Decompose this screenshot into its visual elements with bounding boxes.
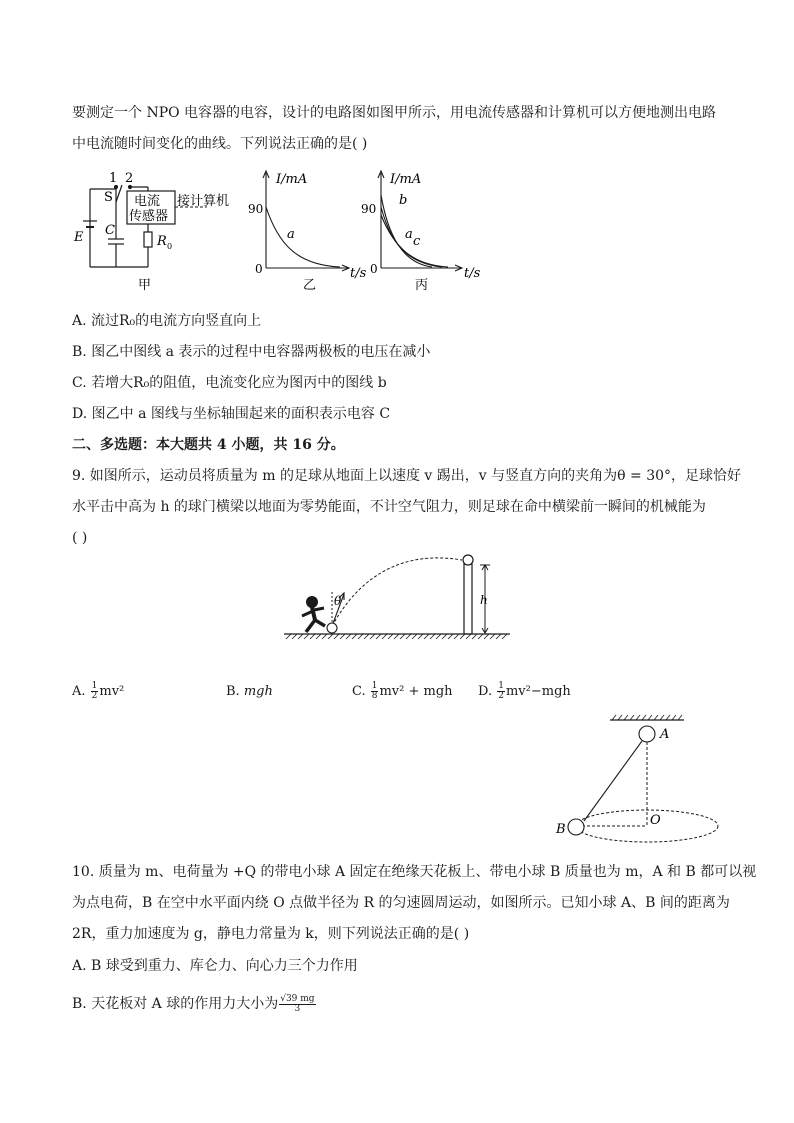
ball-b bbox=[568, 819, 584, 835]
q10-option-a[interactable]: A. B 球受到重力、库仑力、向心力三个力作用 bbox=[72, 958, 358, 974]
q8-stem-line1: 要测定一个 NPO 电容器的电容，设计的电路图如图甲所示，用电流传感器和计算机可以方便地测出电路 bbox=[72, 105, 717, 121]
circuit-label-c: C bbox=[105, 223, 115, 238]
crossbar-ball bbox=[463, 555, 473, 565]
label-h: h bbox=[480, 593, 488, 607]
q10-stem-line1: 10. 质量为 m、电荷量为 +Q 的带电小球 A 固定在绝缘天花板上、带电小球 B 质量也为 m，A 和 B 都可以视 bbox=[72, 864, 757, 880]
q9-stem-line3: ( ) bbox=[72, 530, 88, 546]
q9-option-d[interactable]: D. $\frac{1}{2}$ mv²−mgh bbox=[478, 681, 571, 701]
q8-option-b[interactable]: B. 图乙中图线 a 表示的过程中电容器两极板的电压在减小 bbox=[72, 344, 431, 360]
q10-stem-line3: 2R，重力加速度为 g，静电力常量为 k，则下列说法正确的是( ) bbox=[72, 926, 470, 942]
q10-stem-line2: 为点电荷，B 在空中水平面内绕 O 点做半径为 R 的匀速圆周运动，如图所示。已知小球 A、B 间的距离为 bbox=[72, 895, 730, 911]
q8-stem-line2: 中电流随时间变化的曲线。下列说法正确的是( ) bbox=[72, 136, 368, 152]
graph-yi-ylabel: I/mA bbox=[276, 172, 308, 187]
circuit-label-e: E bbox=[74, 230, 84, 245]
graph-bing-origin: 0 bbox=[370, 262, 378, 276]
circuit-label-r0: R bbox=[157, 234, 167, 249]
circuit-caption: 甲 bbox=[138, 278, 152, 293]
label-o: O bbox=[650, 813, 661, 828]
graph-yi-caption: 乙 bbox=[303, 278, 317, 293]
computer-label: 接计算机 bbox=[177, 194, 230, 209]
q9-stem-line1: 9. 如图所示，运动员将质量为 m 的足球从地面上以速度 v 踢出，v 与竖直方向的夹角为θ = 30°，足球恰好 bbox=[72, 468, 742, 484]
q8-figure bbox=[72, 165, 512, 300]
sensor-label-line1: 电流 bbox=[134, 194, 161, 209]
goal-post bbox=[464, 564, 472, 634]
circuit-label-2: 2 bbox=[125, 171, 134, 186]
graph-bing-ytick: 90 bbox=[361, 202, 377, 216]
graph-yi-ytick: 90 bbox=[248, 202, 264, 216]
graph-bing-ylabel: I/mA bbox=[390, 172, 422, 187]
ball-a bbox=[639, 726, 655, 742]
graph-yi-xlabel: t/s bbox=[350, 266, 367, 281]
soccer-ball bbox=[327, 623, 337, 633]
q9-stem-line2: 水平击中高为 h 的球门横梁以地面为零势能面，不计空气阻力，则足球在命中横梁前一瞬间的机械能为 bbox=[72, 499, 706, 515]
q9-figure bbox=[282, 552, 512, 644]
ground-hatch bbox=[286, 634, 507, 639]
q8-option-c[interactable]: C. 若增大R₀的阻值，电流变化应为图丙中的图线 b bbox=[72, 375, 387, 391]
graph-bing-xlabel: t/s bbox=[464, 266, 481, 281]
player-figure bbox=[302, 597, 325, 633]
label-theta: θ bbox=[334, 594, 342, 608]
graph-bing-label-c: c bbox=[413, 234, 421, 249]
graph-bing-label-a: a bbox=[405, 227, 413, 242]
graph-yi-origin: 0 bbox=[255, 262, 263, 276]
q10-figure bbox=[552, 712, 728, 844]
graph-yi-label-a: a bbox=[287, 227, 295, 242]
q10-option-b[interactable]: B. 天花板对 A 球的作用力大小为 $\frac{√39 mg}{3}$ bbox=[72, 993, 315, 1014]
circuit-label-1: 1 bbox=[109, 171, 118, 186]
circuit-label-s: S bbox=[104, 190, 113, 205]
section-title: 二、多选题：本大题共 4 小题，共 16 分。 bbox=[72, 437, 345, 453]
q9-option-b[interactable]: B. mgh bbox=[226, 684, 273, 699]
ball-trajectory bbox=[332, 558, 462, 626]
q9-option-a[interactable]: A. $\frac{1}{2}$ mv² bbox=[72, 681, 125, 701]
circuit-label-r0-sub: 0 bbox=[167, 242, 173, 251]
label-b: B bbox=[556, 822, 566, 837]
graph-bing-caption: 丙 bbox=[415, 278, 429, 293]
ceiling-hatch bbox=[612, 715, 682, 720]
label-a: A bbox=[660, 727, 670, 742]
graph-yi-curve-a bbox=[266, 207, 340, 267]
graph-bing-label-b: b bbox=[399, 193, 408, 208]
q8-option-d[interactable]: D. 图乙中 a 图线与坐标轴围起来的面积表示电容 C bbox=[72, 406, 391, 422]
sensor-label-line2: 传感器 bbox=[129, 209, 169, 224]
q8-option-a[interactable]: A. 流过R₀的电流方向竖直向上 bbox=[72, 313, 262, 329]
q9-option-c[interactable]: C. $\frac{1}{8}$ mv² + mgh bbox=[352, 681, 453, 701]
